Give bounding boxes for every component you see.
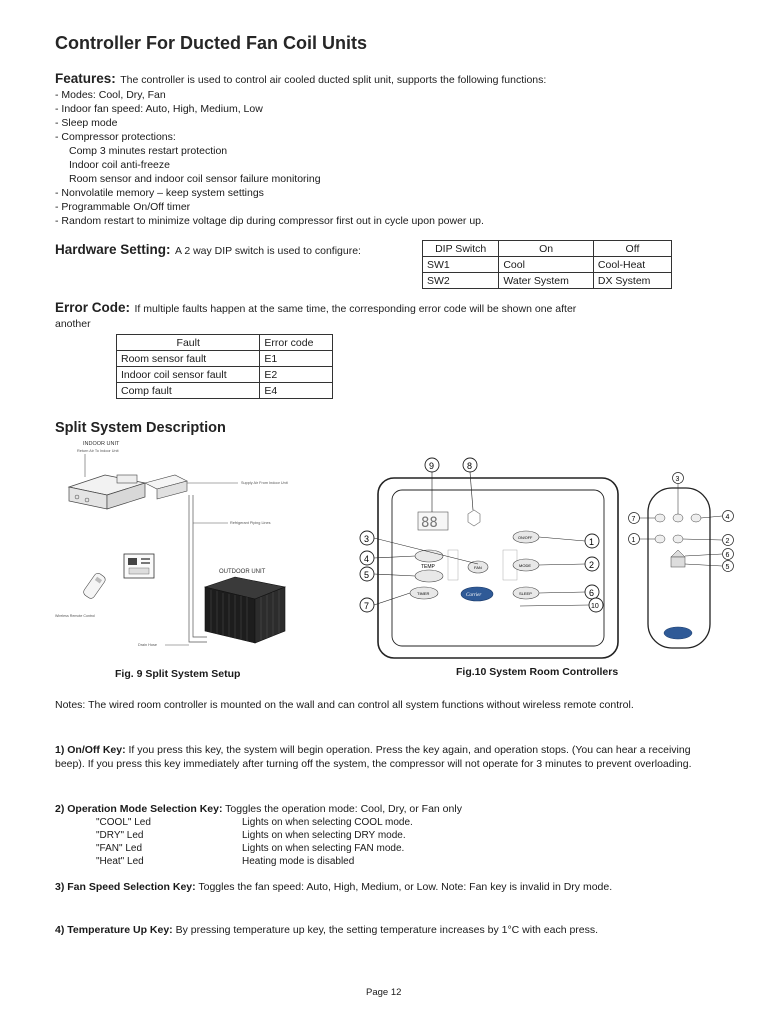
list-item: - Random restart to minimize voltage dip during compressor first out in cycle upon power up. — [55, 215, 484, 227]
svg-text:3: 3 — [675, 476, 680, 483]
table-row — [96, 816, 413, 829]
svg-text:4: 4 — [725, 514, 730, 521]
table-cell: E1 — [260, 351, 333, 367]
temp-up-key-text: By pressing temperature up key, the setting temperature increases by 1°C with each press. — [172, 924, 599, 936]
error-code-table — [116, 334, 333, 399]
svg-text:ON/OFF: ON/OFF — [518, 536, 533, 540]
error-section — [55, 299, 725, 331]
handheld-remote — [648, 488, 710, 648]
remote-label: Wireless Remote Control — [55, 614, 95, 618]
features-list — [55, 88, 735, 228]
svg-text:7: 7 — [364, 601, 370, 611]
svg-text:Carrier: Carrier — [466, 593, 482, 598]
table-row — [117, 351, 333, 367]
table-cell: "Heat" Led — [96, 856, 144, 867]
error-header-code: Error code — [260, 335, 333, 351]
svg-text:TEMP: TEMP — [421, 564, 435, 570]
page-number: Page 12 — [366, 987, 402, 998]
svg-text:2: 2 — [589, 560, 595, 570]
svg-text:5: 5 — [725, 564, 730, 571]
outdoor-unit-drawing — [205, 577, 285, 643]
room-controllers-diagram — [356, 454, 740, 660]
table-cell: Heating mode is disabled — [242, 856, 355, 867]
led-table — [96, 816, 413, 868]
mode-key-title: 2) Operation Mode Selection Key: — [55, 803, 223, 815]
error-header-fault: Fault — [117, 335, 260, 351]
svg-text:6: 6 — [589, 588, 595, 598]
dip-header-off: Off — [593, 241, 671, 257]
table-cell: "DRY" Led — [96, 830, 144, 841]
table-cell: SW2 — [423, 273, 499, 289]
list-item: - Compressor protections: — [55, 131, 176, 143]
dip-header-switch: DIP Switch — [423, 241, 499, 257]
mode-key-paragraph — [55, 802, 715, 816]
dip-header-on: On — [499, 241, 594, 257]
svg-text:TIMER: TIMER — [417, 591, 430, 596]
wall-thermostat — [124, 554, 154, 578]
split-system-diagram — [55, 437, 335, 653]
svg-text:9: 9 — [429, 461, 435, 471]
svg-text:8: 8 — [467, 461, 473, 471]
onoff-key-paragraph — [55, 743, 715, 771]
table-cell: E4 — [260, 383, 333, 399]
indoor-unit-sublabel: Return Air To Indoor Unit — [77, 449, 119, 453]
fig9-caption: Fig. 9 Split System Setup — [115, 668, 241, 680]
table-row — [96, 855, 413, 868]
table-cell: Lights on when selecting DRY mode. — [242, 830, 406, 841]
table-row — [423, 257, 672, 273]
table-cell: Cool-Heat — [593, 257, 671, 273]
svg-text:5: 5 — [364, 570, 370, 580]
error-intro-1: If multiple faults happen at the same time, the corresponding error code will be shown one after — [134, 303, 577, 315]
table-cell: Room sensor fault — [117, 351, 260, 367]
temp-up-key-title: 4) Temperature Up Key: — [55, 924, 173, 936]
list-item: - Modes: Cool, Dry, Fan — [55, 89, 166, 101]
hardware-intro: A 2 way DIP switch is used to configure: — [174, 245, 361, 257]
fan-key-title: 3) Fan Speed Selection Key: — [55, 881, 196, 893]
outdoor-unit-label: OUTDOOR UNIT — [219, 569, 266, 575]
table-cell: Comp fault — [117, 383, 260, 399]
table-cell: Water System — [499, 273, 594, 289]
hardware-heading-line — [55, 241, 361, 259]
page-title: Controller For Ducted Fan Coil Units — [55, 33, 368, 53]
fan-key-text: Toggles the fan speed: Auto, High, Medium, or Low. Note: Fan key is invalid in Dry mode. — [195, 881, 613, 893]
table-row — [117, 367, 333, 383]
temp-up-key-paragraph — [55, 923, 715, 937]
svg-text:MODE: MODE — [519, 563, 531, 568]
onoff-key-title: 1) On/Off Key: — [55, 744, 126, 756]
table-cell: E2 — [260, 367, 333, 383]
table-cell: DX System — [593, 273, 671, 289]
table-cell: "FAN" Led — [96, 843, 143, 854]
table-cell: "COOL" Led — [96, 817, 151, 828]
svg-text:88: 88 — [421, 515, 438, 531]
features-intro: The controller is used to control air cooled ducted split unit, supports the following functions: — [120, 74, 547, 86]
svg-text:1: 1 — [631, 537, 636, 544]
table-row — [117, 383, 333, 399]
svg-text:7: 7 — [631, 516, 636, 523]
error-intro-2: another — [55, 318, 91, 330]
svg-text:3: 3 — [364, 534, 370, 544]
table-row — [96, 829, 413, 842]
list-item: - Indoor fan speed: Auto, High, Medium, Low — [55, 103, 263, 115]
features-section — [55, 70, 735, 228]
svg-text:2: 2 — [725, 538, 730, 545]
error-heading: Error Code: — [55, 300, 131, 315]
list-item: - Nonvolatile memory – keep system settings — [55, 187, 264, 199]
table-cell: Indoor coil sensor fault — [117, 367, 260, 383]
temp-down-button — [415, 570, 443, 582]
indoor-unit-label: INDOOR UNIT — [83, 441, 120, 447]
piping-label: Refrigerant Piping Lines — [230, 521, 271, 525]
svg-text:SLEEP: SLEEP — [519, 591, 532, 596]
dip-switch-table — [422, 240, 672, 289]
svg-text:FAN: FAN — [474, 565, 482, 570]
table-cell: Cool — [499, 257, 594, 273]
svg-text:10: 10 — [591, 603, 599, 610]
table-cell: Lights on when selecting FAN mode. — [242, 843, 405, 854]
svg-text:1: 1 — [589, 537, 595, 547]
list-item: - Sleep mode — [55, 117, 118, 129]
svg-text:4: 4 — [364, 554, 370, 564]
fig10-caption: Fig.10 System Room Controllers — [456, 666, 619, 678]
table-cell: SW1 — [423, 257, 499, 273]
svg-text:6: 6 — [725, 552, 730, 559]
split-heading: Split System Description — [55, 420, 226, 436]
hardware-heading: Hardware Setting: — [55, 242, 171, 257]
list-item: Room sensor and indoor coil sensor failure monitoring — [69, 173, 321, 185]
onoff-key-text: If you press this key, the system will begin operation. Press the key again, and operation stops. (You can hear a receiving beep). If you press this key immediately after turning off the system, the compressor will not operate for 3 minutes to prevent overloading. — [55, 744, 692, 770]
list-item: Indoor coil anti-freeze — [69, 159, 170, 171]
table-row — [96, 842, 413, 855]
table-cell: Lights on when selecting COOL mode. — [242, 817, 413, 828]
list-item: Comp 3 minutes restart protection — [69, 145, 228, 157]
indoor-unit-drawing — [69, 475, 187, 509]
features-heading: Features: — [55, 71, 116, 86]
supply-air-label: Supply Air From Indoor Unit — [241, 481, 288, 485]
mode-key-text: Toggles the operation mode: Cool, Dry, or Fan only — [222, 803, 462, 815]
wireless-remote — [82, 572, 107, 600]
table-row — [423, 273, 672, 289]
notes-paragraph: Notes: The wired room controller is mounted on the wall and can control all system functions without wireless remote control. — [55, 699, 634, 711]
drain-hose-label: Drain Hose — [138, 643, 157, 647]
fan-key-paragraph — [55, 880, 715, 894]
list-item: - Programmable On/Off timer — [55, 201, 191, 213]
